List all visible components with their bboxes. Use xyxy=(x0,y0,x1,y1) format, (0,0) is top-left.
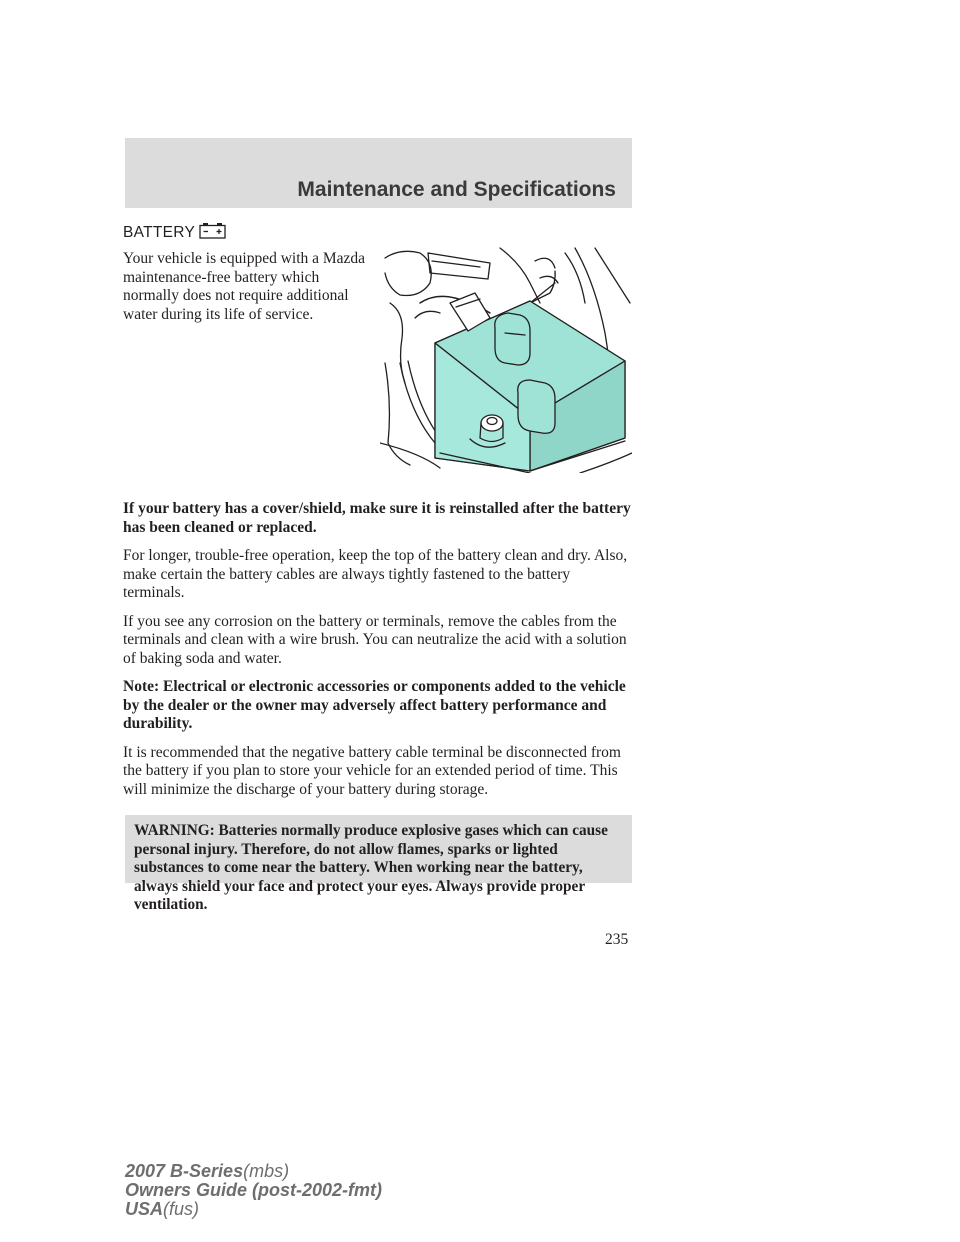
paragraph-storage: It is recommended that the negative battery cable terminal be disconnected from the battery if you plan to store your vehicle for an extended period of time. This will minimize the discharge of your battery during storage. xyxy=(123,743,621,798)
warning-box xyxy=(125,815,632,913)
battery-illustration xyxy=(380,243,632,473)
section-title xyxy=(123,222,226,244)
body-text xyxy=(123,500,633,809)
footer-region-code: (fus) xyxy=(163,1199,200,1219)
paragraph-cover-shield: If your battery has a cover/shield, make sure it is reinstalled after the battery has been cleaned or replaced. xyxy=(123,500,631,536)
page-number: 235 xyxy=(605,931,629,948)
page-header-title: Maintenance and Specifications xyxy=(297,178,616,201)
footer-guide: Owners Guide (post-2002-fmt) xyxy=(125,1180,383,1200)
section-title-text: BATTERY xyxy=(123,224,196,241)
paragraph-clean-dry: For longer, trouble-free operation, keep the top of the battery clean and dry. Also, make certain the battery cables are always tightly fastened to the battery terminals. xyxy=(123,547,628,601)
footer-model: 2007 B-Series xyxy=(125,1161,244,1181)
header-band xyxy=(125,138,632,208)
footer-model-code: (mbs) xyxy=(243,1161,290,1181)
battery-icon xyxy=(199,222,226,244)
paragraph-note: Note: Electrical or electronic accessories or components added to the vehicle by the dealer or the owner may adversely affect battery performance and durability. xyxy=(123,678,626,732)
footer xyxy=(125,1162,382,1219)
footer-region: USA xyxy=(125,1199,164,1219)
paragraph-corrosion: If you see any corrosion on the battery or terminals, remove the cables from the terminals and clean with a wire brush. You can neutralize the acid with a solution of baking soda and water. xyxy=(123,612,627,667)
warning-text: WARNING: Batteries normally produce explosive gases which can cause personal injury. Therefore, do not allow flames, sparks or lighted substances to come near the battery. When working near the battery, always shield your face and protect your eyes. Always provide proper ventilation. xyxy=(134,822,608,913)
intro-paragraph: Your vehicle is equipped with a Mazda maintenance-free battery which normally does not require additional water during its life of service. xyxy=(123,250,366,323)
